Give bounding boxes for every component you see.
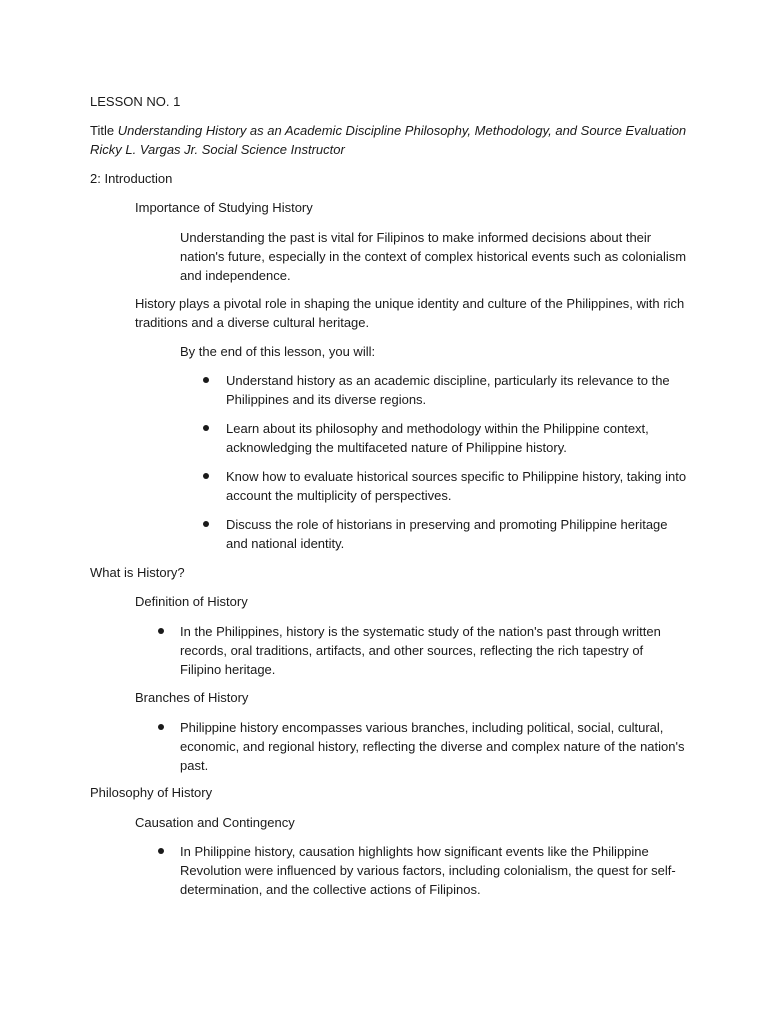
paragraph-line: Filipino heritage.	[180, 662, 276, 677]
paragraph-line: and independence.	[180, 268, 291, 283]
objective-line: and national identity.	[226, 536, 345, 551]
bullet-icon	[203, 377, 209, 383]
objective-line: Learn about its philosophy and methodology within the Philippine context,	[226, 421, 649, 436]
philosophy-heading: Philosophy of History	[90, 785, 213, 800]
title-author: Ricky L. Vargas Jr. Social Science Instructor	[90, 142, 345, 157]
objective-item	[226, 515, 668, 553]
what-is-history-heading: What is History?	[90, 565, 185, 580]
objective-item	[226, 419, 649, 457]
objective-line: Philippines and its diverse regions.	[226, 392, 427, 407]
causation-heading: Causation and Contingency	[135, 815, 295, 830]
definition-heading: Definition of History	[135, 594, 248, 609]
paragraph-line: traditions and a diverse cultural heritage.	[135, 315, 370, 330]
paragraph-line: Revolution were influenced by various factors, including colonialism, the quest for self-	[180, 863, 676, 878]
paragraph-line: records, oral traditions, artifacts, and other sources, reflecting the rich tapestry of	[180, 643, 644, 658]
title-label: Title	[90, 123, 115, 138]
objective-line: Understand history as an academic discipline, particularly its relevance to the	[226, 373, 670, 388]
branches-heading: Branches of History	[135, 690, 249, 705]
lesson-number: LESSON NO. 1	[90, 94, 181, 109]
paragraph-line: History plays a pivotal role in shaping the unique identity and culture of the Philippines, with rich	[135, 296, 685, 311]
bullet-icon	[203, 425, 209, 431]
bullet-icon	[158, 848, 164, 854]
paragraph-line: nation's future, especially in the context of complex historical events such as colonialism	[180, 249, 687, 264]
paragraph-line: economic, and regional history, reflecting the diverse and complex nature of the nation's	[180, 739, 685, 754]
objective-item	[226, 467, 686, 505]
paragraph-line: In the Philippines, history is the systematic study of the nation's past through written	[180, 624, 661, 639]
objective-line: account the multiplicity of perspectives.	[226, 488, 452, 503]
branches-paragraph	[180, 718, 684, 775]
paragraph-line: Philippine history encompasses various branches, including political, social, cultural,	[180, 720, 664, 735]
identity-paragraph	[135, 294, 684, 332]
intro-heading: 2: Introduction	[90, 171, 173, 186]
objective-line: Discuss the role of historians in preserving and promoting Philippine heritage	[226, 517, 668, 532]
bullet-icon	[203, 473, 209, 479]
bullet-icon	[158, 628, 164, 634]
definition-paragraph	[180, 622, 661, 679]
objective-line: acknowledging the multifaceted nature of Philippine history.	[226, 440, 567, 455]
paragraph-line: In Philippine history, causation highlights how significant events like the Philippine	[180, 844, 649, 859]
causation-paragraph	[180, 842, 676, 899]
paragraph-line: determination, and the collective actions of Filipinos.	[180, 882, 481, 897]
title-line-1	[90, 121, 730, 140]
objectives-lead: By the end of this lesson, you will:	[180, 344, 376, 359]
bullet-icon	[158, 724, 164, 730]
bullet-icon	[203, 521, 209, 527]
paragraph-line: past.	[180, 758, 209, 773]
lesson-title	[90, 121, 730, 159]
importance-paragraph	[180, 228, 686, 285]
objective-item	[226, 371, 670, 409]
objective-line: Know how to evaluate historical sources specific to Philippine history, taking into	[226, 469, 687, 484]
paragraph-line: Understanding the past is vital for Filipinos to make informed decisions about their	[180, 230, 652, 245]
title-text: Understanding History as an Academic Discipline Philosophy, Methodology, and Source Evaluation	[117, 123, 687, 138]
importance-heading: Importance of Studying History	[135, 200, 313, 215]
